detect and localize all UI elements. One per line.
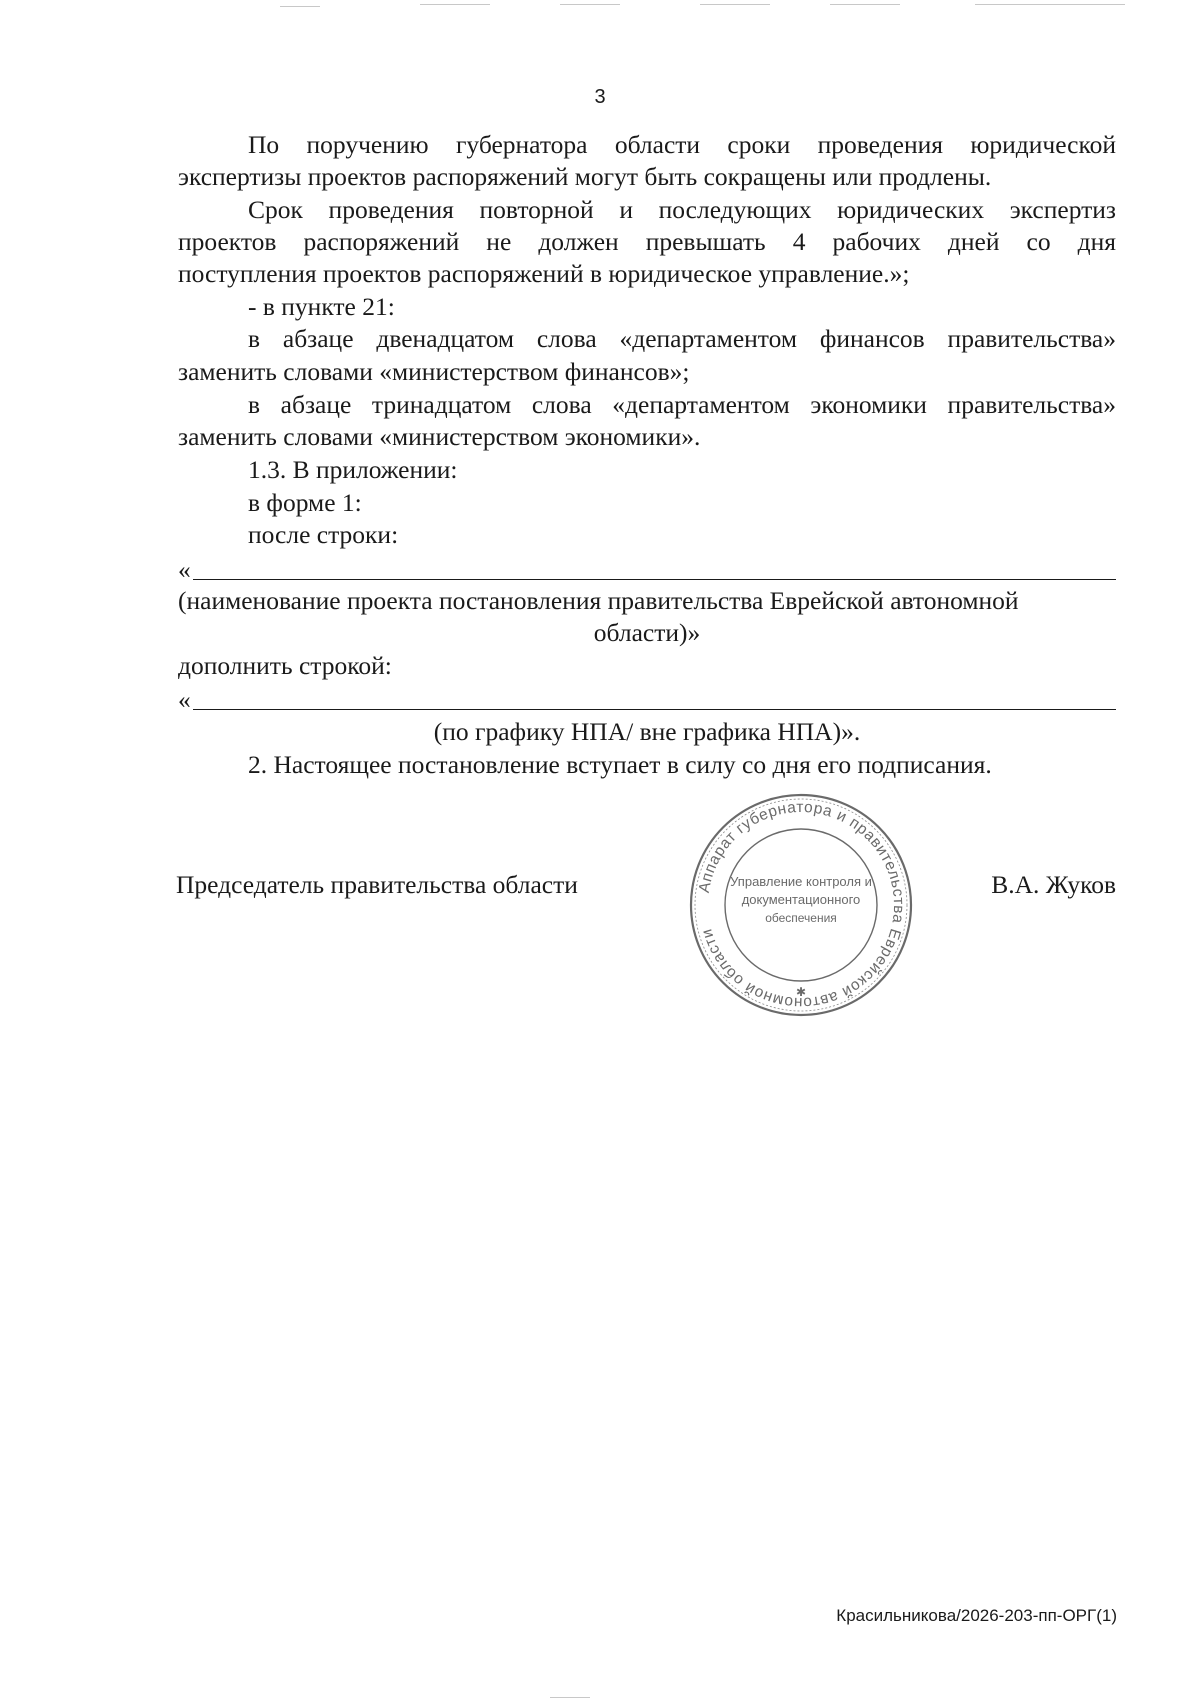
blank-fill-line bbox=[178, 553, 1116, 585]
paragraph-line: заменить словами «министерством финансов»; bbox=[178, 357, 690, 386]
scan-artifact bbox=[550, 1697, 590, 1698]
open-quote: « bbox=[178, 685, 191, 714]
scan-artifact bbox=[700, 4, 770, 5]
blank-fill-line bbox=[178, 683, 1116, 715]
paragraph-line: в абзаце двенадцатом слова «департаментом финансов правительства» bbox=[248, 324, 1116, 353]
paragraph-line: в форме 1: bbox=[248, 488, 362, 517]
paragraph-line: По поручению губернатора области сроки проведения юридической bbox=[248, 130, 1116, 159]
paragraph-line: дополнить строкой: bbox=[178, 651, 392, 680]
caption-line: области)» bbox=[593, 618, 701, 647]
stamp-ring-text: Аппарат губернатора и правительства Еврейской автономной области bbox=[695, 798, 908, 1012]
paragraph-line: поступления проектов распоряжений в юридическое управление.»; bbox=[178, 259, 910, 288]
paragraph-line: проектов распоряжений не должен превышать 4 рабочих дней со дня bbox=[178, 227, 1116, 256]
scan-artifact bbox=[420, 4, 490, 5]
scan-artifact bbox=[280, 6, 320, 7]
paragraph-line: заменить словами «министерством экономики». bbox=[178, 422, 701, 451]
paragraph-line: в абзаце тринадцатом слова «департаментом экономики правительства» bbox=[248, 390, 1116, 419]
scan-artifact bbox=[560, 4, 620, 5]
page-number: 3 bbox=[594, 86, 606, 108]
paragraph-line: - в пункте 21: bbox=[248, 292, 395, 321]
signatory-position: Председатель правительства области bbox=[176, 870, 578, 899]
stamp-center-line: документационного bbox=[741, 892, 861, 907]
paragraph-line: 2. Настоящее постановление вступает в силу со дня его подписания. bbox=[248, 750, 992, 779]
paragraph-line: после строки: bbox=[248, 520, 399, 549]
open-quote: « bbox=[178, 555, 191, 584]
underline-rule bbox=[193, 708, 1116, 710]
stamp-center-line: обеспечения bbox=[765, 911, 837, 925]
signatory-name: В.А. Жуков bbox=[991, 870, 1116, 899]
caption-line: (наименование проекта постановления правительства Еврейской автономной bbox=[178, 586, 1019, 615]
underline-rule bbox=[193, 578, 1116, 580]
star-icon: ✱ bbox=[795, 985, 807, 999]
paragraph-line: Срок проведения повторной и последующих юридических экспертиз bbox=[248, 195, 1116, 224]
scan-artifact bbox=[830, 4, 900, 5]
paragraph-line: экспертизы проектов распоряжений могут быть сокращены или продлены. bbox=[178, 162, 992, 191]
scan-artifact bbox=[975, 4, 1125, 5]
official-stamp bbox=[686, 790, 916, 1020]
document-reference: Красильникова/2026-203-пп-ОРГ(1) bbox=[836, 1606, 1117, 1625]
stamp-center-line: Управление контроля и bbox=[730, 874, 872, 889]
paragraph-line: 1.3. В приложении: bbox=[248, 455, 458, 484]
caption-line: (по графику НПА/ вне графика НПА)». bbox=[433, 717, 861, 746]
